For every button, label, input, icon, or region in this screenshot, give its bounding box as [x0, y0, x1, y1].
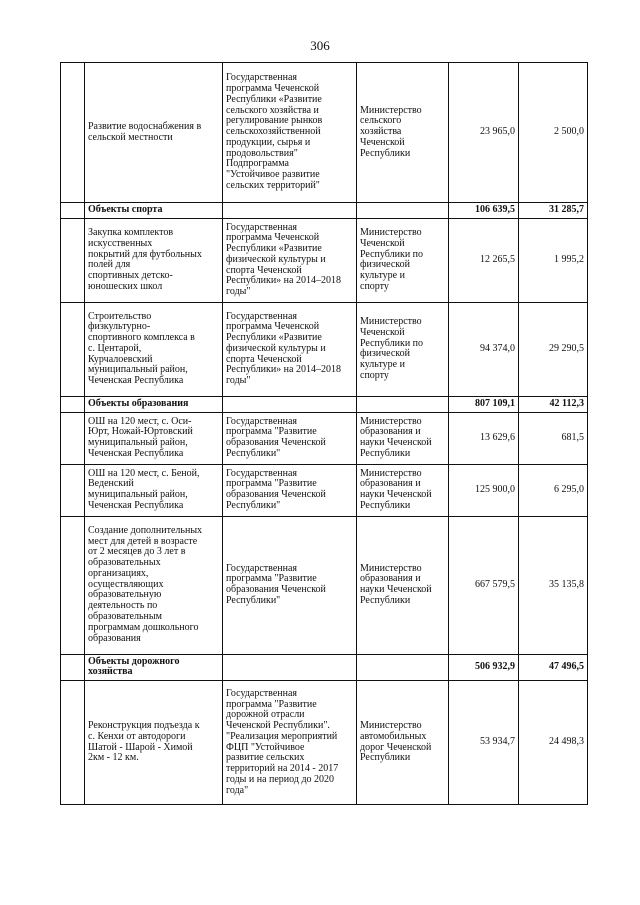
- program-cell: [223, 516, 357, 654]
- total-cost: 94 374,0: [480, 342, 515, 354]
- table-row: [61, 516, 588, 654]
- ministry-cell: [357, 412, 449, 464]
- program-name: Государственная программа Чеченской Республики «Развитие сельского хозяйства и регулирование рынков сельскохозяйственной продукции, сырья и продовольствия" Подпрограмма "Устойчивое развитие сельских территорий": [226, 72, 323, 192]
- program-name: Государственная программа "Развитие дорожной отрасли Чеченской Республики". "Реализация мероприятий ФЦП "Устойчивое развитие сельских территорий на 2014 - 2017 годы и на период до 2020 года": [226, 687, 339, 796]
- total-cost-cell: [449, 654, 519, 681]
- index-cell: [61, 681, 85, 805]
- funding-cell: [519, 412, 588, 464]
- ministry-cell: [357, 203, 449, 219]
- total-cost-cell: [449, 681, 519, 805]
- index-cell: [61, 302, 85, 396]
- category-name-cell: [85, 396, 223, 412]
- ministry-name: Министерство Чеченской Республики по физической культуре и спорту: [360, 226, 424, 292]
- program-name: Государственная программа "Развитие образования Чеченской Республики": [226, 415, 326, 459]
- object-name-cell: [85, 412, 223, 464]
- total-cost-cell: [449, 203, 519, 219]
- program-cell: [223, 396, 357, 412]
- object-name: Строительство физкультурно- спортивного комплекса в с. Центарой, Курчалоевский муниципальный район, Чеченская Республика: [88, 310, 195, 387]
- total-cost-cell: [449, 412, 519, 464]
- funding-amount: 29 290,5: [549, 342, 584, 354]
- category-funding-amount: 31 285,7: [549, 204, 584, 215]
- program-cell: [223, 63, 357, 203]
- total-cost: 12 265,5: [480, 253, 515, 265]
- table-row: [61, 464, 588, 516]
- ministry-cell: [357, 464, 449, 516]
- category-total-cost: 807 109,1: [475, 397, 515, 409]
- total-cost: 23 965,0: [480, 126, 515, 138]
- page-number: 306: [310, 38, 330, 53]
- ministry-name: Министерство образования и науки Чеченской Республики: [360, 467, 432, 511]
- category-funding-amount: 47 496,5: [549, 660, 584, 672]
- total-cost: 53 934,7: [480, 736, 515, 748]
- category-funding-amount: 42 112,3: [549, 397, 584, 409]
- program-cell: [223, 681, 357, 805]
- object-name: ОШ на 120 мест, с. Оси- Юрт, Ножай-Юртовский муниципальный район, Чеченская Республика: [88, 415, 193, 459]
- ministry-name: Министерство сельского хозяйства Чеченской Республики: [360, 104, 422, 159]
- ministry-cell: [357, 218, 449, 302]
- funding-cell: [519, 681, 588, 805]
- object-name: ОШ на 120 мест, с. Беной, Веденский муниципальный район, Чеченская Республика: [88, 467, 200, 511]
- table-row: [61, 218, 588, 302]
- object-name-cell: [85, 218, 223, 302]
- object-name: Создание дополнительных мест для детей в возрасте от 2 месяцев до 3 лет в образовательных организациях, осуществляющих образовательную деятельность по образовательным программам дошкольного образования: [88, 524, 203, 644]
- category-total-cost: 106 639,5: [475, 204, 515, 215]
- ministry-cell: [357, 63, 449, 203]
- index-cell: [61, 516, 85, 654]
- program-name: Государственная программа "Развитие образования Чеченской Республики": [226, 467, 326, 511]
- funding-cell: [519, 218, 588, 302]
- ministry-name: Министерство образования и науки Чеченской Республики: [360, 415, 432, 459]
- index-cell: [61, 464, 85, 516]
- total-cost: 125 900,0: [475, 483, 515, 495]
- category-row: [61, 203, 588, 219]
- program-name: Государственная программа Чеченской Республики «Развитие физической культуры и спорта Чеченской Республики» на 2014–2018 годы": [226, 310, 341, 387]
- funding-amount: 681,5: [561, 431, 584, 443]
- table-row: [61, 63, 588, 203]
- funding-amount: 6 295,0: [554, 483, 584, 495]
- index-cell: [61, 396, 85, 412]
- category-name: Объекты дорожного хозяйства: [88, 655, 180, 678]
- table-row: [61, 412, 588, 464]
- program-cell: [223, 654, 357, 681]
- program-cell: [223, 464, 357, 516]
- index-cell: [61, 218, 85, 302]
- funding-amount: 24 498,3: [549, 736, 584, 748]
- index-cell: [61, 203, 85, 219]
- category-name-cell: [85, 654, 223, 681]
- category-name: Объекты спорта: [88, 204, 163, 215]
- object-name-cell: [85, 302, 223, 396]
- budget-table-body: [61, 63, 588, 805]
- funding-amount: 1 995,2: [554, 253, 584, 265]
- total-cost-cell: [449, 218, 519, 302]
- table-row: [61, 302, 588, 396]
- funding-cell: [519, 302, 588, 396]
- total-cost-cell: [449, 63, 519, 203]
- funding-cell: [519, 464, 588, 516]
- category-name-cell: [85, 203, 223, 219]
- total-cost-cell: [449, 464, 519, 516]
- ministry-name: Министерство автомобильных дорог Чеченской Республики: [360, 720, 432, 764]
- index-cell: [61, 63, 85, 203]
- object-name-cell: [85, 464, 223, 516]
- funding-cell: [519, 63, 588, 203]
- category-row: [61, 396, 588, 412]
- index-cell: [61, 654, 85, 681]
- total-cost-cell: [449, 302, 519, 396]
- object-name-cell: [85, 681, 223, 805]
- funding-cell: [519, 654, 588, 681]
- ministry-cell: [357, 681, 449, 805]
- ministry-cell: [357, 396, 449, 412]
- funding-amount: 35 135,8: [549, 578, 584, 590]
- object-name-cell: [85, 516, 223, 654]
- total-cost: 13 629,6: [480, 431, 515, 443]
- funding-cell: [519, 396, 588, 412]
- total-cost-cell: [449, 396, 519, 412]
- category-row: [61, 654, 588, 681]
- funding-amount: 2 500,0: [554, 126, 584, 138]
- program-name: Государственная программа "Развитие образования Чеченской Республики": [226, 562, 326, 606]
- ministry-cell: [357, 654, 449, 681]
- funding-cell: [519, 203, 588, 219]
- index-cell: [61, 412, 85, 464]
- ministry-name: Министерство образования и науки Чеченской Республики: [360, 562, 432, 606]
- total-cost-cell: [449, 516, 519, 654]
- object-name: Реконструкция подъезда к с. Кенхи от автодороги Шатой - Шарой - Химой 2км - 12 км.: [88, 720, 200, 764]
- category-total-cost: 506 932,9: [475, 660, 515, 672]
- table-row: [61, 681, 588, 805]
- budget-table: [60, 62, 588, 805]
- program-cell: [223, 302, 357, 396]
- program-name: Государственная программа Чеченской Республики «Развитие физической культуры и спорта Чеченской Республики» на 2014–2018 годы": [226, 221, 341, 298]
- total-cost: 667 579,5: [475, 578, 515, 590]
- program-cell: [223, 203, 357, 219]
- ministry-cell: [357, 516, 449, 654]
- ministry-cell: [357, 302, 449, 396]
- funding-cell: [519, 516, 588, 654]
- program-cell: [223, 412, 357, 464]
- ministry-name: Министерство Чеченской Республики по физической культуре и спорту: [360, 315, 424, 381]
- object-name-cell: [85, 63, 223, 203]
- category-name: Объекты образования: [88, 397, 189, 409]
- program-cell: [223, 218, 357, 302]
- object-name: Развитие водоснабжения в сельской местности: [88, 120, 202, 143]
- object-name: Закупка комплектов искусственных покрытий для футбольных полей для спортивных детско- юношеских школ: [88, 226, 202, 292]
